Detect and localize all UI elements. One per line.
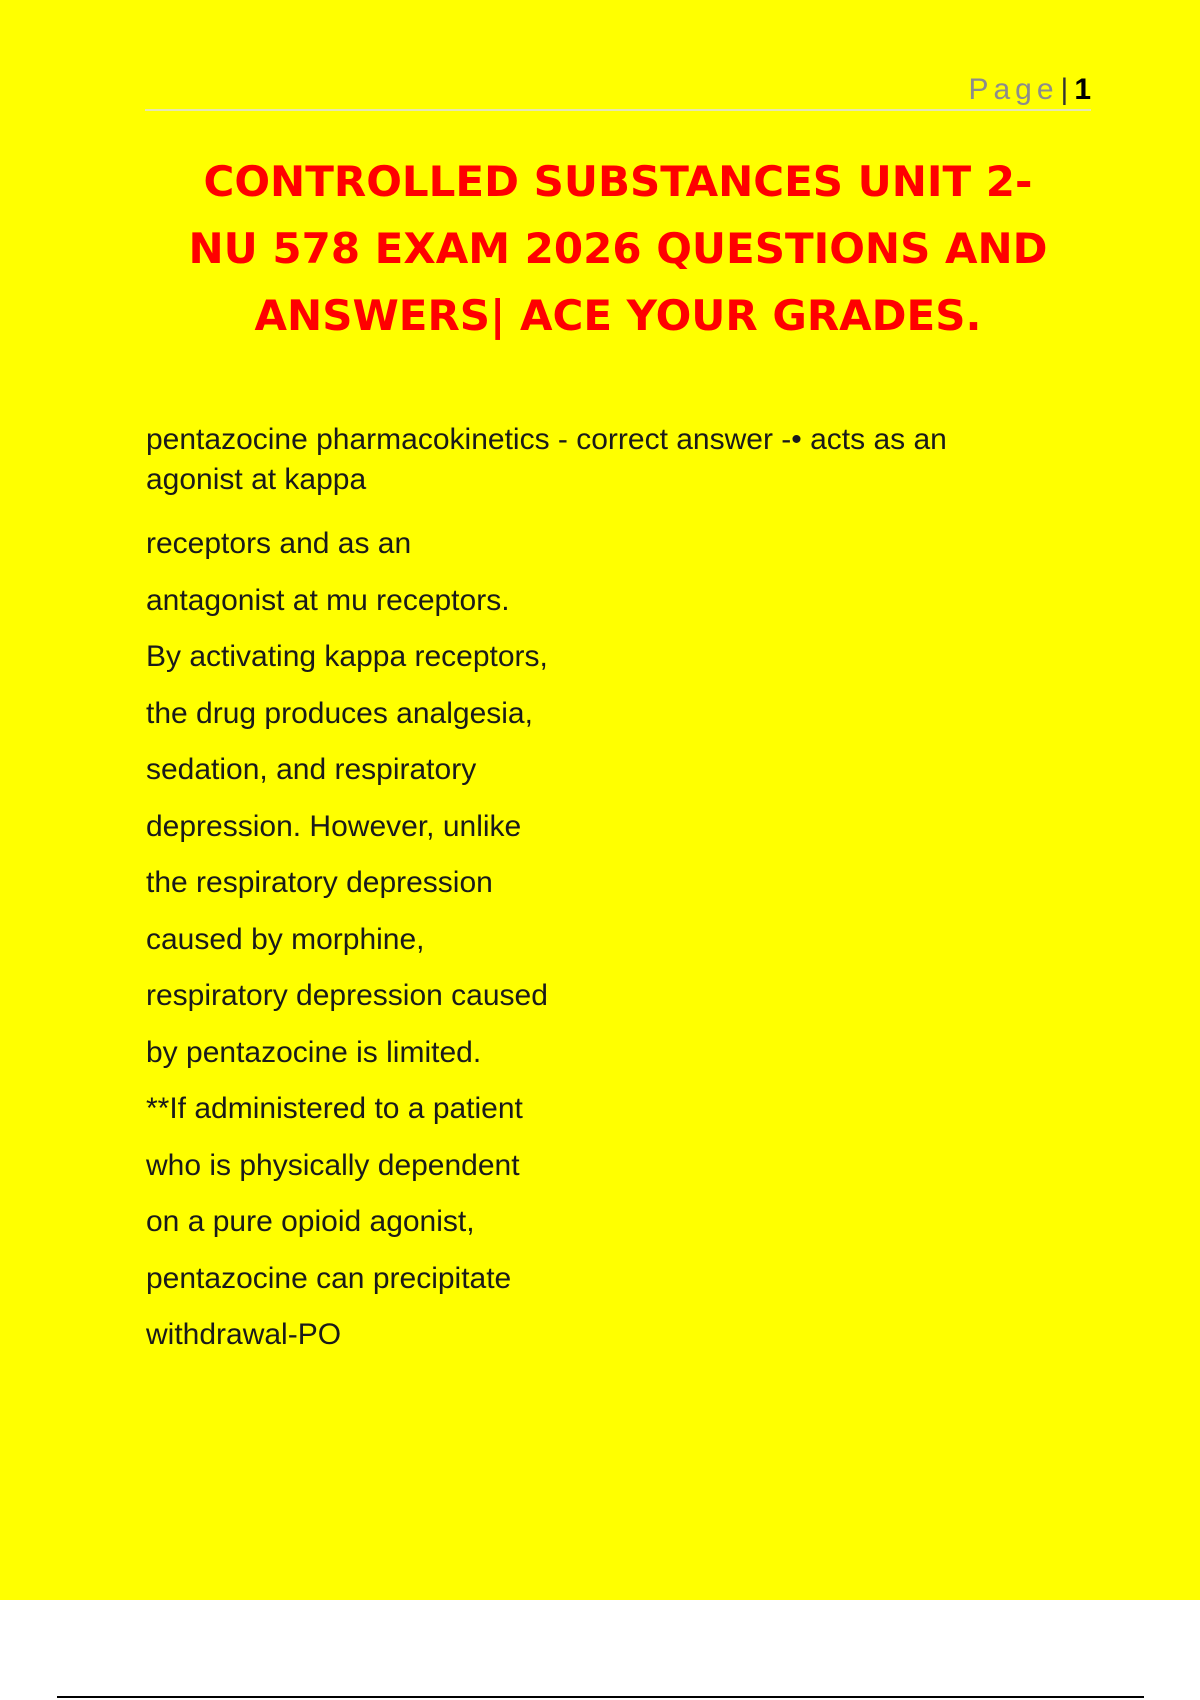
answer-line: depression. However, unlike <box>146 809 522 843</box>
answer-line: the drug produces analgesia, <box>146 696 533 730</box>
title-line-3: ANSWERS| ACE YOUR GRADES. <box>254 291 982 340</box>
question-answer-block <box>146 420 1046 1364</box>
answer-line: By activating kappa receptors, <box>146 640 548 673</box>
answer-text-start: agonist at kappa <box>146 463 367 496</box>
question-text: pentazocine pharmacokinetics - correct answer -• acts as an <box>146 423 947 456</box>
answer-line: **If administered to a patient <box>146 1092 523 1125</box>
answer-line: by pentazocine is limited. <box>146 1035 482 1069</box>
question-line <box>146 420 1046 516</box>
answer-line: sedation, and respiratory <box>146 753 477 786</box>
page-number: 1 <box>1074 73 1091 106</box>
answer-line: on a pure opioid agonist, <box>146 1205 475 1238</box>
answer-line: respiratory depression caused <box>146 979 548 1012</box>
title-line-1: CONTROLLED SUBSTANCES UNIT 2- <box>203 157 1033 206</box>
page-label: Page <box>968 73 1059 106</box>
footer-divider <box>57 1696 1144 1698</box>
answer-line: pentazocine can precipitate <box>146 1261 512 1295</box>
answer-line: antagonist at mu receptors. <box>146 583 510 617</box>
title-line-2: NU 578 EXAM 2026 QUESTIONS AND <box>188 224 1048 273</box>
document-title <box>130 148 1106 349</box>
answer-line: the respiratory depression <box>146 866 493 899</box>
answer-line: caused by morphine, <box>146 922 425 956</box>
answer-line: withdrawal-PO <box>146 1318 342 1351</box>
page-header <box>145 70 1091 110</box>
header-divider <box>145 109 1091 111</box>
answer-line: who is physically dependent <box>146 1148 520 1182</box>
answer-line: receptors and as an <box>146 527 412 560</box>
page-separator: | <box>1060 73 1069 106</box>
